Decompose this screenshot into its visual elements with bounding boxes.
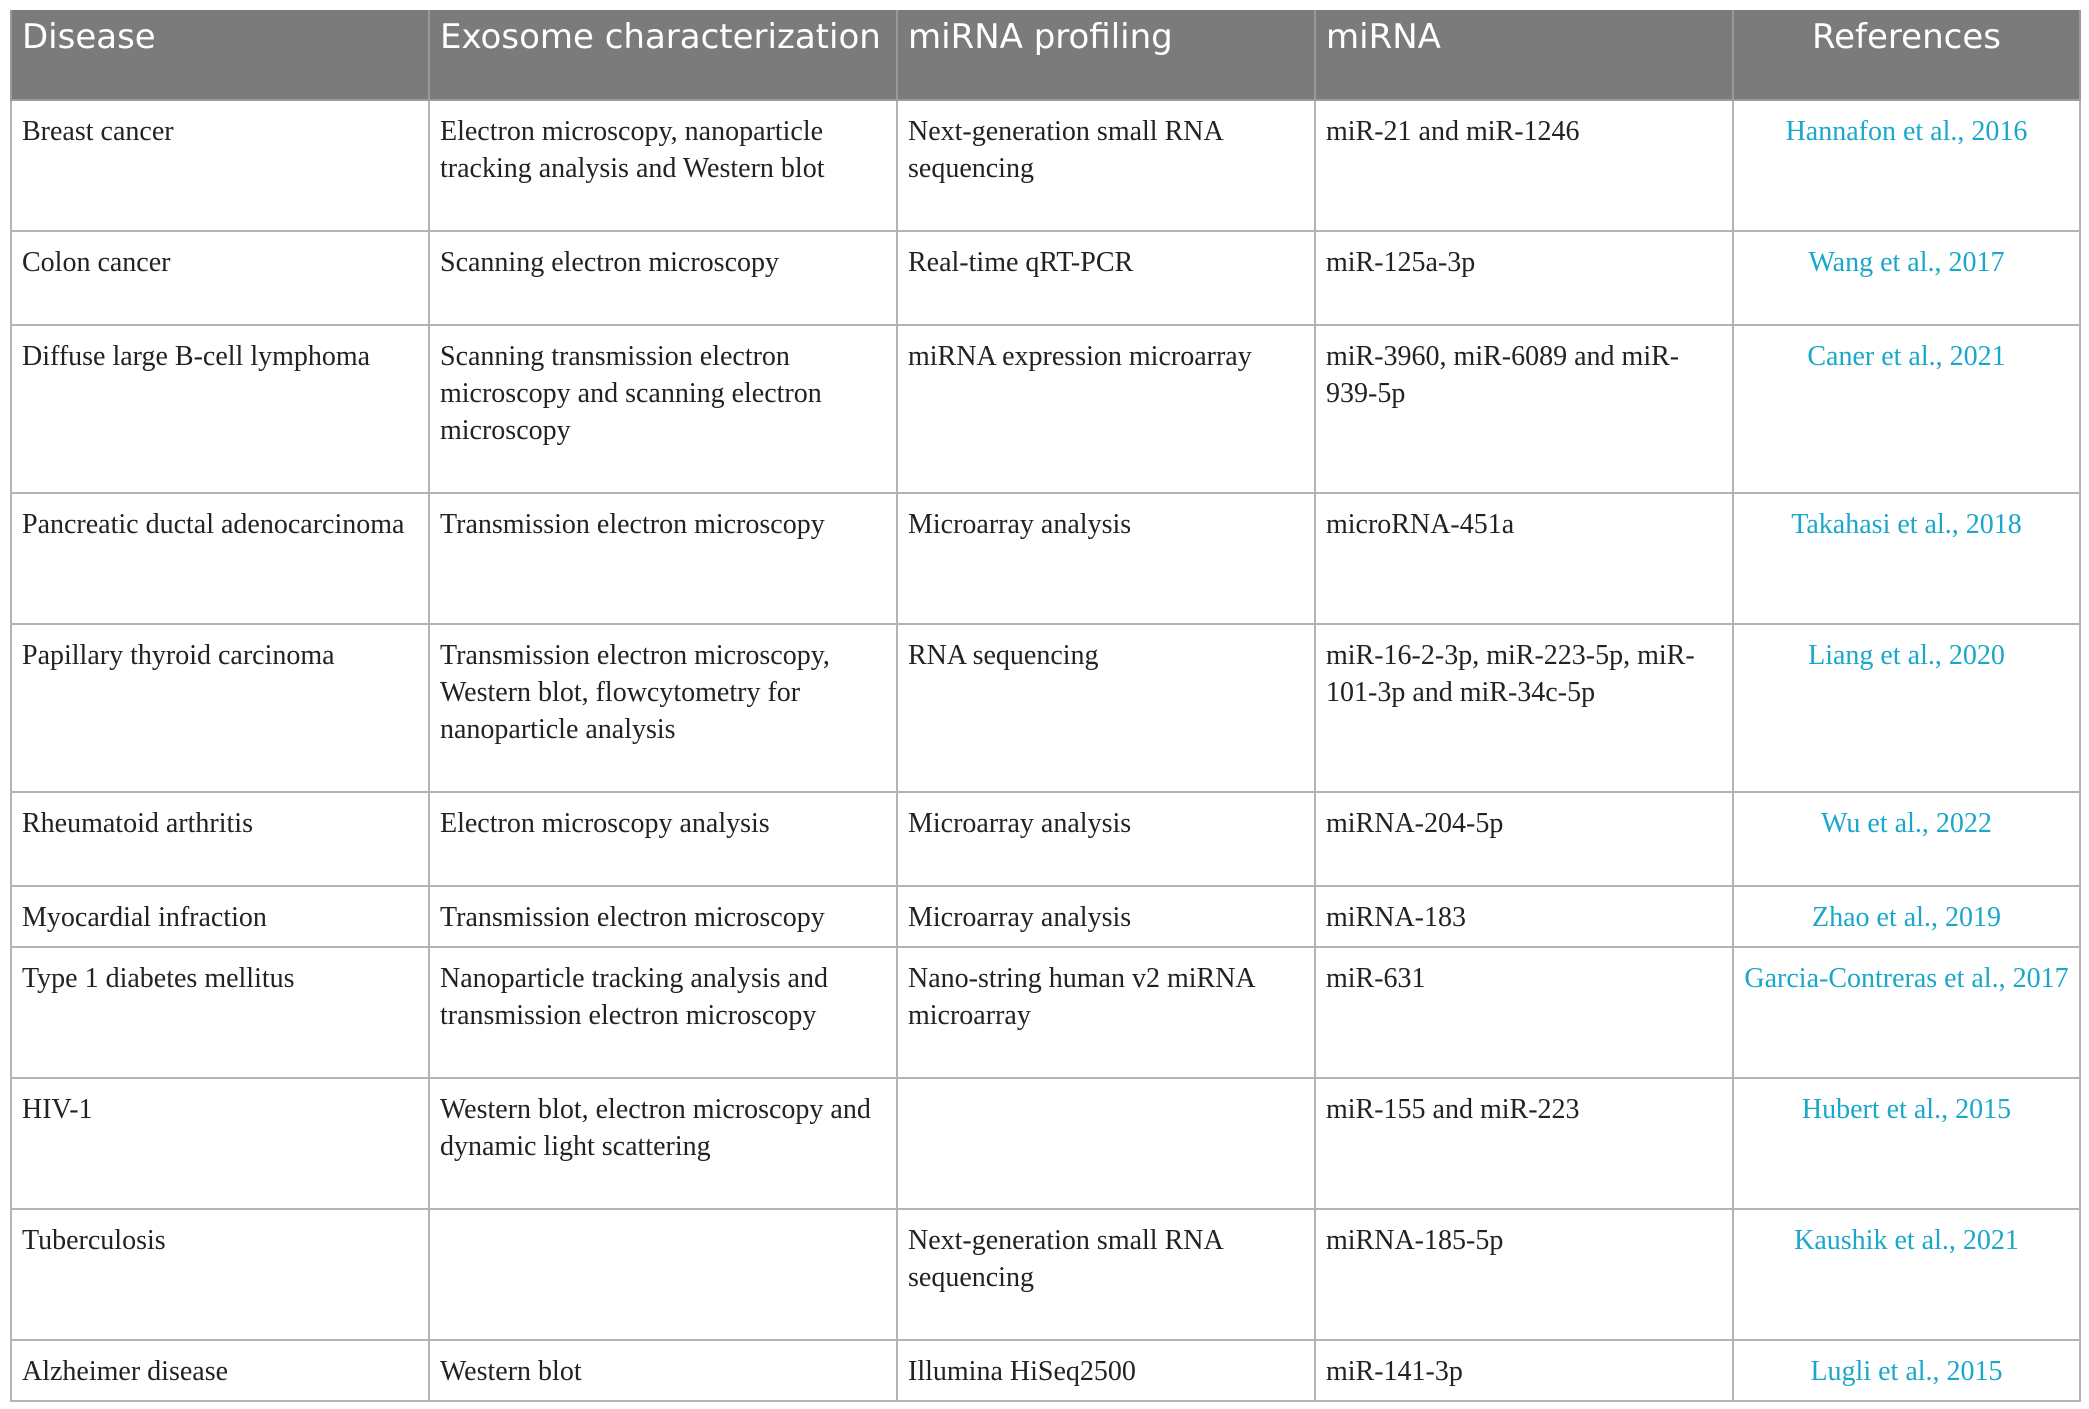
cell-profiling: Microarray analysis [897, 886, 1315, 947]
cell-exosome: Transmission electron microscopy [429, 886, 897, 947]
table-row [11, 231, 2080, 325]
cell-disease: Papillary thyroid carcinoma [11, 624, 429, 792]
cell-exosome: Scanning transmission electron microscopy and scanning electron microscopy [429, 325, 897, 493]
cell-mirna: miR-155 and miR-223 [1315, 1078, 1733, 1209]
header-references: References [1733, 10, 2080, 100]
table-row [11, 1340, 2080, 1401]
cell-profiling: Illumina HiSeq2500 [897, 1340, 1315, 1401]
reference-link[interactable]: Lugli et al., 2015 [1733, 1340, 2080, 1401]
header-disease: Disease [11, 10, 429, 100]
cell-mirna: miR-141-3p [1315, 1340, 1733, 1401]
cell-disease: Breast cancer [11, 100, 429, 231]
cell-disease: HIV-1 [11, 1078, 429, 1209]
table-row [11, 792, 2080, 886]
cell-exosome: Scanning electron microscopy [429, 231, 897, 325]
cell-exosome: Transmission electron microscopy [429, 493, 897, 624]
reference-link[interactable]: Zhao et al., 2019 [1733, 886, 2080, 947]
cell-profiling [897, 1078, 1315, 1209]
cell-profiling: RNA sequencing [897, 624, 1315, 792]
mirna-table [10, 10, 2081, 1402]
cell-disease: Alzheimer disease [11, 1340, 429, 1401]
cell-disease: Myocardial infraction [11, 886, 429, 947]
table-row [11, 947, 2080, 1078]
header-exosome-characterization: Exosome characterization [429, 10, 897, 100]
table-row [11, 325, 2080, 493]
reference-link[interactable]: Kaushik et al., 2021 [1733, 1209, 2080, 1340]
cell-mirna: miR-125a-3p [1315, 231, 1733, 325]
reference-link[interactable]: Hannafon et al., 2016 [1733, 100, 2080, 231]
cell-profiling: Real-time qRT-PCR [897, 231, 1315, 325]
cell-profiling: miRNA expression microarray [897, 325, 1315, 493]
table-row [11, 100, 2080, 231]
cell-exosome: Transmission electron microscopy, Western blot, flowcytometry for nanoparticle analysis [429, 624, 897, 792]
cell-disease: Type 1 diabetes mellitus [11, 947, 429, 1078]
cell-disease: Colon cancer [11, 231, 429, 325]
cell-disease: Tuberculosis [11, 1209, 429, 1340]
reference-link[interactable]: Garcia-Contreras et al., 2017 [1733, 947, 2080, 1078]
cell-disease: Pancreatic ductal adenocarcinoma [11, 493, 429, 624]
cell-profiling: Nano-string human v2 miRNA microarray [897, 947, 1315, 1078]
cell-disease: Diffuse large B-cell lymphoma [11, 325, 429, 493]
reference-link[interactable]: Caner et al., 2021 [1733, 325, 2080, 493]
cell-mirna: miRNA-204-5p [1315, 792, 1733, 886]
cell-exosome [429, 1209, 897, 1340]
cell-profiling: Next-generation small RNA sequencing [897, 100, 1315, 231]
cell-profiling: Microarray analysis [897, 792, 1315, 886]
cell-exosome: Western blot, electron microscopy and dynamic light scattering [429, 1078, 897, 1209]
reference-link[interactable]: Wu et al., 2022 [1733, 792, 2080, 886]
header-row [11, 10, 2080, 100]
cell-disease: Rheumatoid arthritis [11, 792, 429, 886]
cell-mirna: microRNA-451a [1315, 493, 1733, 624]
cell-exosome: Western blot [429, 1340, 897, 1401]
header-mirna-profiling: miRNA profiling [897, 10, 1315, 100]
table-row [11, 1078, 2080, 1209]
cell-profiling: Microarray analysis [897, 493, 1315, 624]
cell-mirna: miR-16-2-3p, miR-223-5p, miR-101-3p and miR-34c-5p [1315, 624, 1733, 792]
table-row [11, 1209, 2080, 1340]
reference-link[interactable]: Liang et al., 2020 [1733, 624, 2080, 792]
cell-exosome: Nanoparticle tracking analysis and transmission electron microscopy [429, 947, 897, 1078]
cell-exosome: Electron microscopy analysis [429, 792, 897, 886]
table-row [11, 493, 2080, 624]
reference-link[interactable]: Wang et al., 2017 [1733, 231, 2080, 325]
cell-mirna: miRNA-185-5p [1315, 1209, 1733, 1340]
reference-link[interactable]: Hubert et al., 2015 [1733, 1078, 2080, 1209]
cell-mirna: miR-21 and miR-1246 [1315, 100, 1733, 231]
table-row [11, 886, 2080, 947]
cell-mirna: miR-631 [1315, 947, 1733, 1078]
table-row [11, 624, 2080, 792]
cell-profiling: Next-generation small RNA sequencing [897, 1209, 1315, 1340]
header-mirna: miRNA [1315, 10, 1733, 100]
cell-mirna: miRNA-183 [1315, 886, 1733, 947]
reference-link[interactable]: Takahasi et al., 2018 [1733, 493, 2080, 624]
cell-mirna: miR-3960, miR-6089 and miR-939-5p [1315, 325, 1733, 493]
cell-exosome: Electron microscopy, nanoparticle tracking analysis and Western blot [429, 100, 897, 231]
